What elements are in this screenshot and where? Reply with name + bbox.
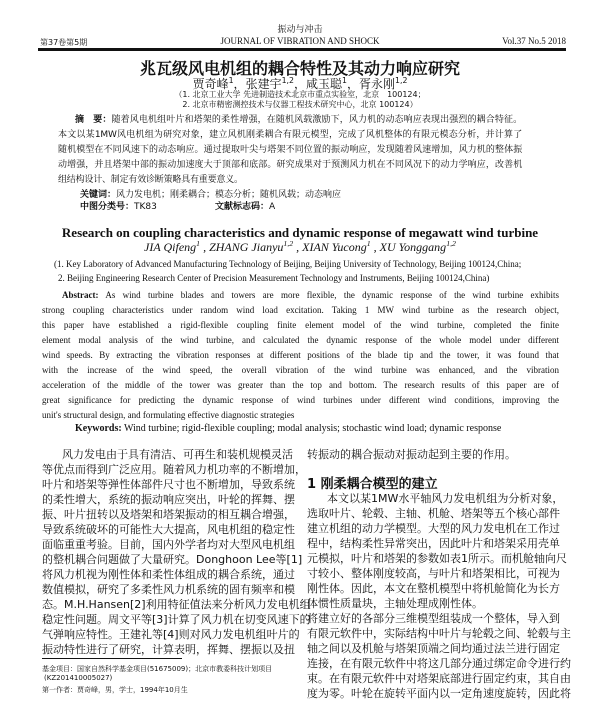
author-affiliation-mark: 1 <box>196 239 201 248</box>
authors-cn: 贾奇峰$^1$，张建宇$^{1,2}$，咸玉聪$^1$，胥永刚$^{1,2}$ <box>192 76 408 91</box>
abstract-cn-line: 动增强，并且塔架中部的振动加速度大于顶部和底部。研究成果对于预测风力机在不同风况下的动力学响应，改善机 <box>58 160 522 170</box>
body-line: 体惯性质量块，主轴处理成刚性体。 <box>307 597 483 610</box>
author-affiliation-mark: 1 <box>366 239 371 248</box>
abstract-en-line: wind speeds. By extracting the vibration responses at different positions of the blade tip and the tower, it was found that <box>42 350 559 360</box>
body-line: 面临重重考验。目前，国内外学者均对大型风电机组 <box>42 538 295 551</box>
abstract-cn-text: 随着风电机组叶片和塔架的柔性增强，在随机风载激励下，风力机的动态响应表现出强烈的耦合特征。 <box>111 115 522 125</box>
affiliation-cn-1: （1. 北京工业大学 先进制造技术北京市重点实验室，北京 100124； <box>174 90 426 99</box>
affiliation-en-1: (1. Key Laboratory of Advanced Manufacturing Technology of Beijing, Beijing University of Technology, Beijing 100124,China; <box>54 259 522 269</box>
author-affiliation-mark: 1,2 <box>395 76 408 85</box>
authors-en: JIA Qifeng$^1$ , ZHANG Jianyu$^{1,2}$ , XIAN Yucong$^1$ , XU Yonggang$^{1,2}$ <box>144 239 456 254</box>
body-line: 束。在有限元软件中对塔架底部进行固定约束，其自由 <box>307 672 571 685</box>
body-line: 本文以某1MW水平轴风力发电机组为分析对象， <box>327 492 564 505</box>
abstract-en-line: acceleration of the middle of the tower was greater than the top and bottom. The research results of this paper are of <box>42 380 559 390</box>
body-line: 寸较小、整体刚度较高，与叶片和塔架相比，可视为 <box>307 567 560 580</box>
right-column-lead: 转振动的耦合振动对振动起到主要的作用。 <box>307 448 516 461</box>
body-line: 数值模拟，研究了多柔性风力机系统的固有频率和模 <box>42 583 295 596</box>
section-heading: 1 刚柔耦合模型的建立 <box>307 477 438 492</box>
abstract-en-line: unit's structural design, and formulating effective diagnostic strategies <box>42 410 295 420</box>
abstract-cn-line <box>75 112 522 125</box>
affiliation-cn-2: 2. 北京市精密测控技术与仪器工程技术研究中心，北京 100124） <box>182 100 418 109</box>
document-code-value: A <box>269 202 276 212</box>
keywords-en <box>75 423 501 434</box>
author <box>209 240 293 254</box>
title-en: Research on coupling characteristics and dynamic response of megawatt wind turbine <box>61 225 539 240</box>
body-line: 态。M.H.Hansen[2]利用特征值法来分析风力发电机组 <box>42 598 311 611</box>
body-line: 振、叶片扭转以及塔架和塔架振动的相互耦合增强， <box>42 508 295 521</box>
classification <box>80 199 157 212</box>
abstract-cn-line: 本文以某1MW风电机组为研究对象，建立风机刚柔耦合有限元模型，完成了风机整体的有限元模态分析，并计算了 <box>58 130 522 140</box>
header-rule <box>38 48 566 51</box>
body-line: 叶片和塔架等弹性体部件尺寸也不断增加，导致系统 <box>42 478 295 491</box>
keywords-cn-label: 关键词： <box>80 190 117 200</box>
body-line: 等优点而得到广泛应用。随着风力机功率的不断增加， <box>42 463 306 476</box>
body-line: 将风力机视为刚性体和柔性体组成的耦合系统，通过 <box>42 568 295 581</box>
abstract-en-label: Abstract: <box>62 290 99 300</box>
abstract-cn-label: 摘 要： <box>75 115 112 125</box>
body-line: 有限元软件中，实际结构中叶片与轮毂之间、轮毂与主 <box>307 627 571 640</box>
body-line: 导致系统破坏的可能性大大提高，风电机组的稳定性 <box>42 523 295 536</box>
author-name: JIA Qifeng <box>144 240 197 254</box>
abstract-en-line: element modal analysis of the wind turbine, and calculated the dynamic response of the whole model under different <box>42 335 559 345</box>
classification-value: TK83 <box>134 202 157 212</box>
abstract-en-line: strong coupling characteristics under random wind load excitation. Taking 1 MW wind turbine as the research object, <box>42 305 559 315</box>
body-line: 轴之间以及机舱与塔架顶端之间均通过法兰进行固定 <box>307 642 560 655</box>
abstract-en-line: with the increase of the wind speed, the overall vibration of the wind turbine was enhanced, and the vibration <box>42 365 559 375</box>
volume-cn: 第37卷第5期 <box>40 38 88 47</box>
body-line: 气弹响应特性。王建礼等[4]则对风力发电机组叶片的 <box>42 628 300 641</box>
footnote-funding: 基金项目：国家自然科学基金项目(51675009)；北京市教委科技计划项目 <box>42 665 273 673</box>
body-line: 振动特性进行了研究，计算表明，挥舞、摆振以及扭 <box>42 643 295 656</box>
body-line: 选取叶片、轮毂、主轴、机舱、塔架等五个核心部件 <box>307 507 560 520</box>
body-line: 元模拟，叶片和塔架的参数如表1所示。而机舱轴向尺 <box>307 552 567 565</box>
body-line: 度为零。叶轮在旋转平面内以一定角速度旋转，因此将 <box>307 687 571 700</box>
abstract-en-text: As wind turbine blades and towers are more flexible, the dynamic response of the wind turbine exhibits <box>98 290 559 300</box>
document-code-label: 文献标志码： <box>215 202 270 212</box>
author-name: 贾奇峰 <box>192 77 229 91</box>
affiliation-en-2: 2. Beijing Engineering Research Center of Precision Measurement Technology and Instruments, Beijing 100124,China) <box>58 273 490 283</box>
footnote-rule <box>42 658 182 659</box>
body-line: 稳定性问题。周文平等[3]计算了风力机在切变风速下的 <box>42 613 311 626</box>
author-name: 咸玉聪 <box>306 77 343 91</box>
footnote-author: 第一作者：贾奇峰，男，学士，1994年10月生 <box>42 686 188 694</box>
body-line: 风力发电由于具有清洁、可再生和装机规模灵活 <box>62 448 293 461</box>
body-line: 的整机耦合问题做了大量研究。Donghoon Lee等[1] <box>42 553 303 566</box>
footnote-funding-id: (KZ201410005027) <box>44 674 113 682</box>
abstract-en-line <box>62 290 559 300</box>
keywords-en-label: Keywords: <box>75 423 122 434</box>
author-name: 张建宇 <box>245 77 282 91</box>
author <box>302 240 370 254</box>
body-line: 的柔性增大，系统的振动响应突出，叶轮的挥舞、摆 <box>42 493 295 506</box>
author-name: XIAN Yucong <box>302 240 367 254</box>
keywords-cn-text: 风力发电机；刚柔耦合；模态分析；随机风载；动态响应 <box>116 190 342 200</box>
journal-name-en: JOURNAL OF VIBRATION AND SHOCK <box>220 36 380 46</box>
abstract-en-line: great significance for predicting the dynamic response of wind turbines under different wind conditions, improving the <box>42 395 559 405</box>
journal-name-cn: 振动与冲击 <box>277 25 323 35</box>
keywords-en-text: Wind turbine; rigid-flexible coupling; modal analysis; stochastic wind load; dynamic response <box>121 423 502 434</box>
author-affiliation-mark: 1,2 <box>283 239 294 248</box>
author <box>144 240 200 254</box>
body-line: 连接，在有限元软件中将这几部分通过绑定命令进行约 <box>307 657 571 670</box>
abstract-en-line: this paper have established a rigid-flexible coupling finite element model of the wind turbine, completed the finite <box>42 320 559 330</box>
body-line: 刚性体。因此，本文在整机模型中将机舱简化为长方 <box>307 582 560 595</box>
author <box>380 240 456 254</box>
author-name: ZHANG Jianyu <box>209 240 284 254</box>
author-name: 胥永刚 <box>359 77 396 91</box>
volume-en: Vol.37 No.5 2018 <box>502 36 566 46</box>
classification-label: 中图分类号： <box>80 202 135 212</box>
document-code <box>215 199 275 212</box>
author-affiliation-mark: 1,2 <box>281 76 294 85</box>
body-line: 将建立好的各部分三维模型组装成一个整体，导入到 <box>307 612 560 625</box>
body-line: 程中，结构柔性异常突出，因此叶片和塔架采用壳单 <box>307 537 560 550</box>
abstract-cn-line: 随机模型在不同风速下的动态响应。通过提取叶尖与塔架不同位置的振动响应，发现随着风速增加，风力机的整体振 <box>58 145 522 155</box>
abstract-cn-line: 组结构设计、制定有效诊断策略具有重要意义。 <box>58 175 243 185</box>
author-affiliation-mark: 1,2 <box>446 239 456 248</box>
title-cn: 兆瓦级风电机组的耦合特性及其动力响应研究 <box>139 59 460 78</box>
author-affiliation-mark: 1 <box>228 76 234 85</box>
body-line: 建立机组的动力学模型。大型的风力发电机在工作过 <box>307 522 560 535</box>
author-affiliation-mark: 1 <box>342 76 347 85</box>
author-name: XU Yonggang <box>379 240 447 254</box>
